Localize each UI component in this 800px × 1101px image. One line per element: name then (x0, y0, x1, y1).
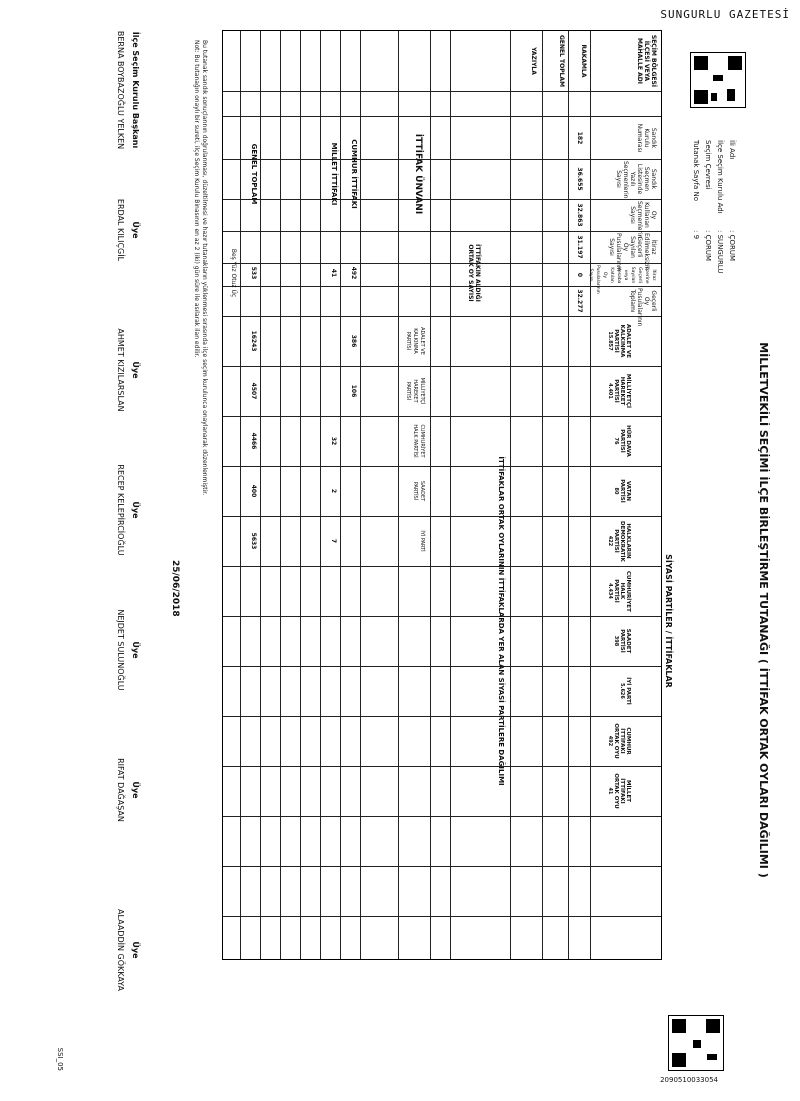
signature-uye-4 (116, 580, 140, 720)
party-col-iyi (619, 671, 631, 711)
parties-banner: SİYASİ PARTİLER / İTTİFAKLAR (664, 554, 673, 688)
party-votes: 398 (613, 635, 619, 647)
party-votes: 76 (613, 437, 619, 445)
gecerli-toplam-value: 32.277 (576, 289, 583, 313)
genel-toplam-sp: 400 (250, 484, 257, 498)
party-col-hudapar (613, 421, 631, 461)
sandik-no-header: Sandık Kurulu Numarası (636, 123, 657, 153)
cevre-value: ÇORUM (704, 234, 712, 262)
party-col-akp (607, 321, 631, 361)
itirazsiz-value: 31.197 (576, 235, 583, 259)
itirazsiz-gecerli-header: İtiraz Edilmeksizin Geçerli Sayılan Oy Pusulalarının Sayısı (608, 233, 657, 272)
document-title: MİLLETVEKİLİ SEÇİMİ İLÇE BİRLEŞTİRME TUTANAĞI ( İTTİFAK ORTAK OYLARI DAĞILIMI ) (757, 342, 770, 878)
ilce-value: SUNGURLU (716, 234, 724, 274)
party-votes: 422 (607, 535, 613, 547)
genel-toplam-label: GENEL TOPLAM (558, 34, 565, 88)
party-votes: 4.434 (607, 583, 613, 599)
il-label: İli Adı (728, 140, 736, 160)
party-col-millet (607, 771, 631, 811)
yaziyla-label: YAZIYLA (530, 47, 537, 75)
party-name: HÜR DAVA PARTİSİ (619, 425, 631, 457)
party-col-vatan (613, 471, 631, 511)
party-name: SAADET PARTİSİ (619, 628, 631, 654)
sayfa-value: 9 (692, 234, 700, 240)
millet-p1-name: CUMHURİYET HALK PARTİSİ (412, 424, 425, 458)
signature-uye-5 (116, 720, 140, 860)
signature-name: ALAADDİN GÖKKAYA (116, 909, 125, 991)
footer-notes (192, 40, 208, 740)
region-header: SEÇİM BÖLGESİ İLÇESİ VEYA MAHALLE ADI (636, 34, 657, 88)
rakamla-label: RAKAMLA (580, 44, 587, 78)
footer-note-2: Not: Bu tutanağın onaylı bir sureti, ilçe Seçim Kurulu Binasının en az 2 (iki) gün süre ile asılarak ilan edilir. (193, 40, 200, 358)
results-table (222, 30, 673, 960)
itirazli-value: 0 (576, 272, 583, 278)
genel-toplam-akp: 16243 (250, 330, 257, 352)
cumhur-p2-oy: 106 (350, 384, 357, 398)
ittifak-oy-header: İTTİFAKIN ALDIĞI ORTAK OY SAYISI (467, 244, 481, 302)
millet-ittifaki-name: MİLLET İTTİFAKI (330, 142, 338, 206)
party-col-sp (613, 621, 631, 661)
cumhur-p1-name: ADALET VE KALKINMA PARTİSİ (405, 327, 425, 355)
signature-role: Üye (131, 641, 140, 659)
signature-role: Üye (131, 781, 140, 799)
party-votes: 41 (607, 787, 613, 795)
signature-name: ERDAL KILIÇGİL (116, 198, 125, 262)
party-name: MİLLİYETÇİ HAREKET PARTİSİ (613, 373, 631, 409)
party-name: CUMHUR İTTİFAKI ORTAK OYU (613, 723, 631, 759)
signature-name: AHMET KIZILARSLAN (116, 328, 125, 412)
watermark: SUNGURLU GAZETESİ (660, 8, 790, 21)
party-votes: 492 (607, 735, 613, 747)
cumhur-ittifaki-name: CUMHUR İTTİFAKI (350, 139, 358, 209)
oy-kullanan-header: Oy Kullanan Seçmenlerin Sayısı (629, 201, 657, 239)
genel-toplam-chp: 4466 (250, 432, 257, 450)
oy-kullanan-value: 32.863 (576, 203, 583, 227)
signature-role: Üye (131, 221, 140, 239)
signature-role: Üye (131, 501, 140, 519)
cevre-label: Seçim Çevresi (704, 140, 712, 190)
party-votes: 15.857 (607, 331, 613, 351)
signature-name: BERNA BOYBAZOĞLU YELKEN (116, 30, 125, 150)
signature-baskan (116, 20, 140, 160)
signature-uye-3 (116, 440, 140, 580)
signature-uye-6 (116, 880, 140, 1020)
signature-role: İlçe Seçim Kurulu Başkanı (131, 31, 140, 149)
itirazli-gecerli-header: İtiraz Üzerine Geçerli Sayılan veya Hesaba Katılan Oy Pusulalarının Sayısı (588, 265, 656, 294)
millet-p1-oy: 32 (330, 436, 337, 446)
party-name: ADALET VE KALKINMA PARTİSİ (613, 323, 631, 359)
millet-p2-oy: 2 (330, 488, 337, 494)
cumhur-p1-oy: 386 (350, 334, 357, 348)
millet-ortak-oy: 41 (330, 268, 337, 278)
party-name: MİLLET İTTİFAKI ORTAK OYU (613, 773, 631, 809)
document-date: 25/06/2018 (170, 560, 180, 617)
yaziyla-note: Beş Yüz Otuz Üç (230, 248, 237, 298)
signature-role: Üye (131, 941, 140, 959)
signature-name: RIFAT DAĞAŞAN (116, 758, 125, 822)
genel-toplam-row-label: GENEL TOPLAM (250, 143, 258, 205)
signature-uye-2 (116, 300, 140, 440)
genel-toplam-ortak: 533 (250, 266, 257, 280)
party-name: VATAN PARTİSİ (619, 479, 631, 503)
party-name: HALKLARIN DEMOKRATİK PARTİSİ (613, 521, 631, 562)
party-name: İYİ PARTİ (625, 677, 631, 705)
genel-toplam-mhp: 4507 (250, 382, 257, 400)
ittifak-unvani: İTTİFAK ÜNVANI (413, 133, 423, 215)
signature-uye-1 (116, 160, 140, 300)
party-col-mhp (607, 371, 631, 411)
party-col-cumhur (607, 721, 631, 761)
millet-p2-name: SAADET PARTİSİ (412, 480, 425, 502)
gecerli-toplam-header: Geçerli Oy Pusulalarının Toplamı (629, 288, 657, 327)
kayitli-secmen-header: Sandık Seçmen Listesinde Yazılı Seçmenlerin Sayısı (615, 161, 657, 199)
party-votes: 5.626 (619, 683, 625, 699)
kayitli-secmen-value: 36.655 (576, 167, 583, 191)
genel-toplam-iyi: 5633 (250, 532, 257, 550)
form-code: SSI_05 (56, 1047, 64, 1071)
party-col-chp (607, 571, 631, 611)
party-name: CUMHURİYET HALK PARTİSİ (613, 571, 631, 612)
signature-name: NEJDET SULUNOĞLU (116, 609, 125, 691)
sayfa-label: Tutanak Sayfa No (692, 140, 700, 202)
cumhur-ortak-oy: 492 (350, 266, 357, 280)
millet-p3-oy: 7 (330, 538, 337, 544)
millet-p3-name: İYİ PARTİ (419, 530, 425, 552)
cumhur-p2-name: MİLLİYETÇİ HAREKET PARTİSİ (405, 377, 425, 405)
party-votes: 80 (613, 487, 619, 495)
serial-number: 2090510033054 (660, 1076, 718, 1084)
sandik-no-value: 182 (576, 131, 583, 145)
signature-role: Üye (131, 361, 140, 379)
signature-name: RECEP KELEPİRCİOĞLU (116, 464, 125, 556)
ilce-label: İlçe Seçim Kurulu Adı (716, 140, 724, 214)
party-votes: 4.401 (607, 383, 613, 399)
il-value: ÇORUM (728, 234, 736, 262)
header-info: İli Adı: ÇORUM İlçe Seçim Kurulu Adı: SUNGURLU Seçim Çevresi: ÇORUM Tutanak Sayfa No: 9 (692, 140, 736, 274)
party-col-hdp (607, 521, 631, 561)
ittifak-banner: İTTİFAKLAR ORTAK OYLARININ İTTİFAKLARDA YER ALAN SİYASİ PARTİLERE DAĞILIMI (497, 456, 505, 786)
footer-note-1: Bu tutanak sandık sonuçlarının doğrulanması, düzeltilmesi ve hazır tutanakların yüklenmesi sırasında ilçe seçim kurulunca onaylanarak düzenlenmiştir. (201, 40, 208, 496)
